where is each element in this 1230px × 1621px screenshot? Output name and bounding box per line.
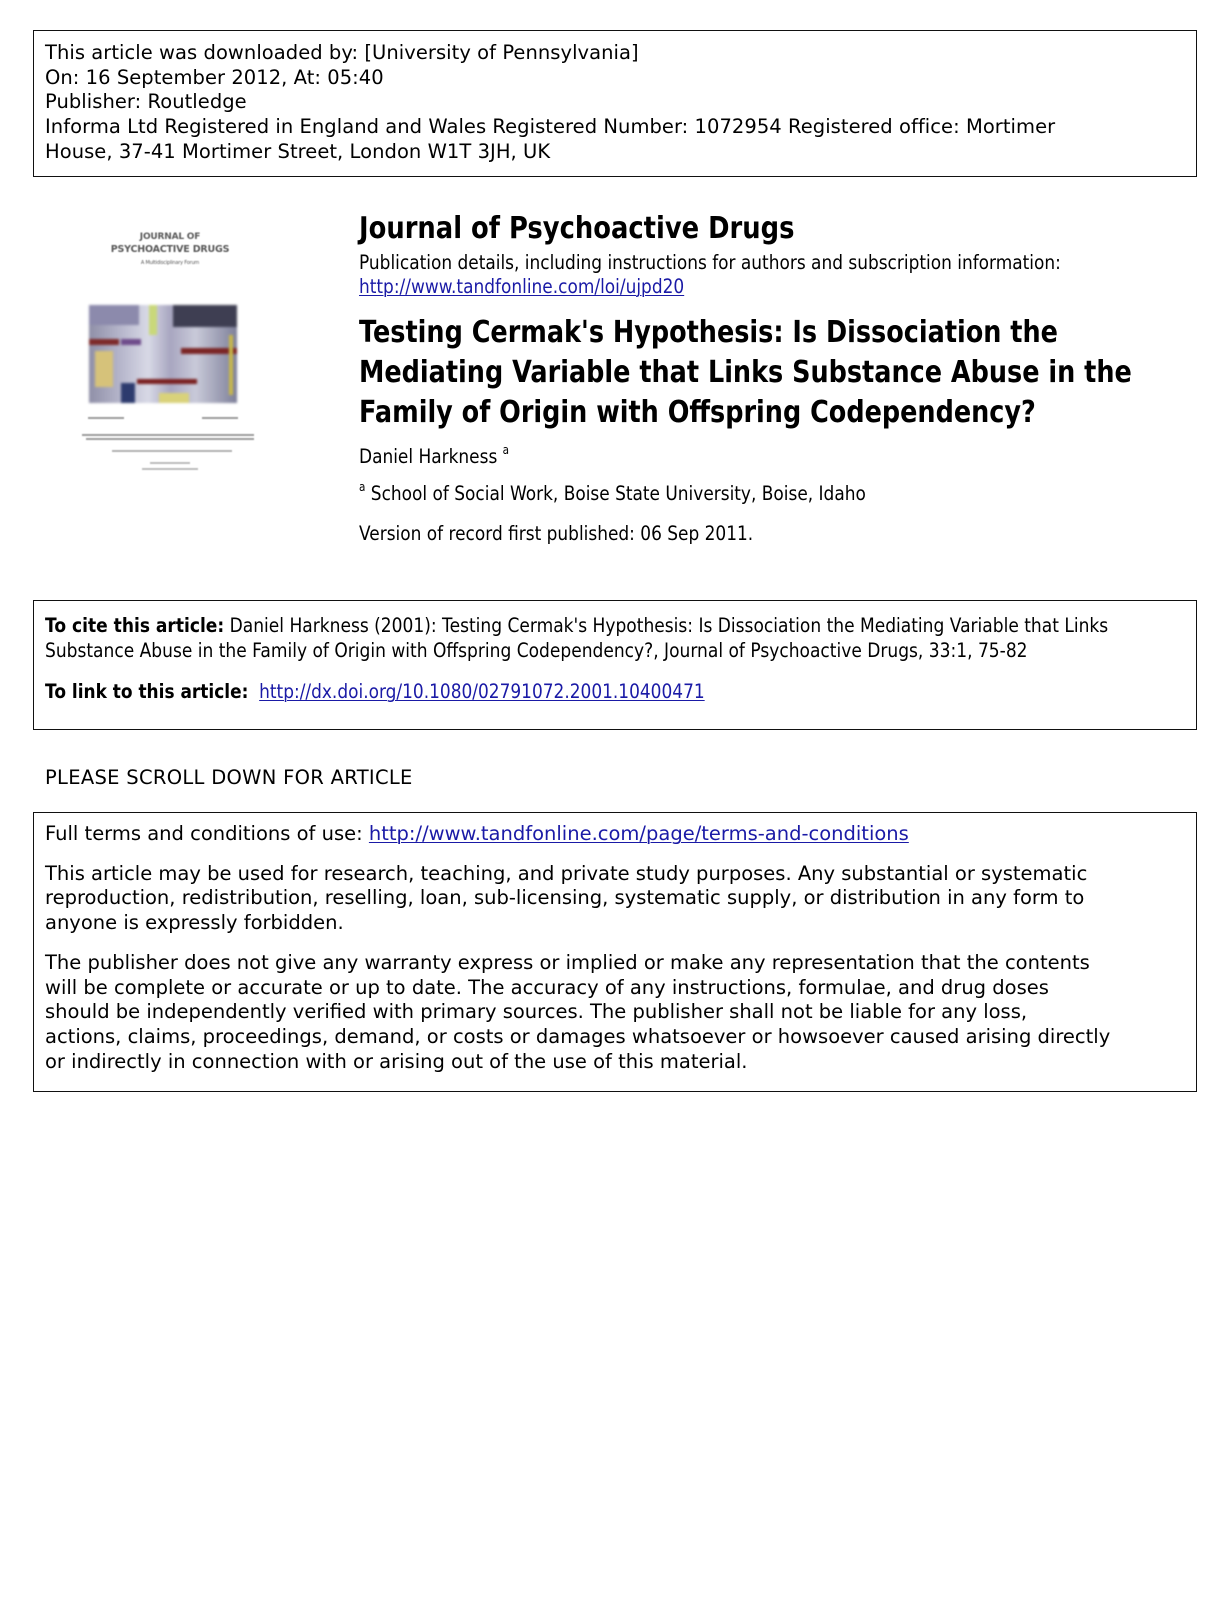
journal-name: Journal of Psychoactive Drugs bbox=[359, 211, 795, 246]
usage-line: anyone is expressly forbidden. bbox=[45, 911, 344, 935]
article-title-line: Family of Origin with Offspring Codependency? bbox=[359, 395, 1036, 430]
cover-issue-text bbox=[202, 417, 238, 419]
citation-box bbox=[33, 600, 1197, 730]
cover-editors-names bbox=[142, 468, 198, 470]
usage-line: This article may be used for research, teaching, and private study purposes. Any substantial or systematic bbox=[45, 861, 1088, 885]
disclaimer-line: will be complete or accurate or up to date. The accuracy of any instructions, formulae, and drug doses bbox=[45, 975, 1049, 999]
journal-url-link[interactable]: http://www.tandfonline.com/loi/ujpd20 bbox=[359, 275, 685, 298]
disclaimer-line: The publisher does not give any warranty express or implied or make any representation that the contents bbox=[45, 950, 1090, 974]
link-label: To link to this article: bbox=[45, 680, 249, 703]
cover-title-line1: JOURNAL OF bbox=[139, 232, 201, 242]
cover-special-section-text-2 bbox=[86, 438, 254, 440]
author-name: Daniel Harkness bbox=[359, 445, 498, 468]
cite-label: To cite this article: bbox=[45, 614, 225, 637]
journal-cover-image bbox=[82, 222, 258, 480]
author-affiliation-marker: a bbox=[502, 443, 510, 457]
terms-label: Full terms and conditions of use: bbox=[45, 822, 363, 845]
download-info-box bbox=[33, 30, 1197, 177]
version-of-record: Version of record first published: 06 Sep 2011. bbox=[359, 522, 754, 545]
cover-editors-text bbox=[112, 450, 232, 452]
usage-line: reproduction, redistribution, reselling, loan, sub-licensing, systematic supply, or distribution in any form to bbox=[45, 886, 1085, 910]
disclaimer-line: or indirectly in connection with or arising out of the use of this material. bbox=[45, 1049, 748, 1073]
article-title-line: Mediating Variable that Links Substance Abuse in the bbox=[359, 355, 1132, 390]
usage-paragraph bbox=[45, 862, 1186, 936]
cover-volume-text bbox=[88, 417, 124, 419]
citation-text-line2: Substance Abuse in the Family of Origin with Offspring Codependency?, Journal of Psychoactive Drugs, 33:1, 75-82 bbox=[45, 639, 1028, 662]
cover-title-line2: PSYCHOACTIVE DRUGS bbox=[110, 244, 230, 255]
publication-details: Publication details, including instructions for authors and subscription information: bbox=[359, 251, 1061, 274]
registration-info: Informa Ltd Registered in England and Wales Registered Number: 1072954 Registered office: Mortimer bbox=[45, 115, 1056, 139]
scroll-notice: PLEASE SCROLL DOWN FOR ARTICLE bbox=[45, 766, 413, 789]
registered-address: House, 37-41 Mortimer Street, London W1T 3JH, UK bbox=[45, 139, 551, 163]
affiliation: School of Social Work, Boise State University, Boise, Idaho bbox=[370, 482, 866, 505]
cover-artwork bbox=[89, 305, 237, 403]
affiliation-marker: a bbox=[359, 480, 366, 494]
doi-link[interactable]: http://dx.doi.org/10.1080/02791072.2001.10400471 bbox=[259, 680, 705, 703]
disclaimer-paragraph bbox=[45, 951, 1186, 1075]
citation-text-line1: Daniel Harkness (2001): Testing Cermak's Hypothesis: Is Dissociation the Mediating Variable that Links bbox=[229, 614, 1109, 637]
publisher: Publisher: Routledge bbox=[45, 90, 247, 114]
article-title-line: Testing Cermak's Hypothesis: Is Dissociation the bbox=[359, 315, 1058, 350]
download-date: On: 16 September 2012, At: 05:40 bbox=[45, 65, 384, 89]
cover-edited-by-text bbox=[150, 462, 190, 464]
disclaimer-line: should be independently verified with primary sources. The publisher shall not be liable for any loss, bbox=[45, 1000, 1028, 1024]
terms-url-link[interactable]: http://www.tandfonline.com/page/terms-and-conditions bbox=[368, 822, 909, 845]
disclaimer-line: actions, claims, proceedings, demand, or costs or damages whatsoever or howsoever caused arising directly bbox=[45, 1024, 1111, 1048]
journal-info bbox=[359, 210, 1189, 547]
article-title bbox=[359, 313, 1189, 433]
downloaded-by: This article was downloaded by: [University of Pennsylvania] bbox=[45, 41, 639, 64]
cover-subtitle: A Multidisciplinary Forum bbox=[140, 260, 200, 266]
cover-special-section-text bbox=[82, 434, 254, 436]
terms-box bbox=[33, 812, 1197, 1092]
